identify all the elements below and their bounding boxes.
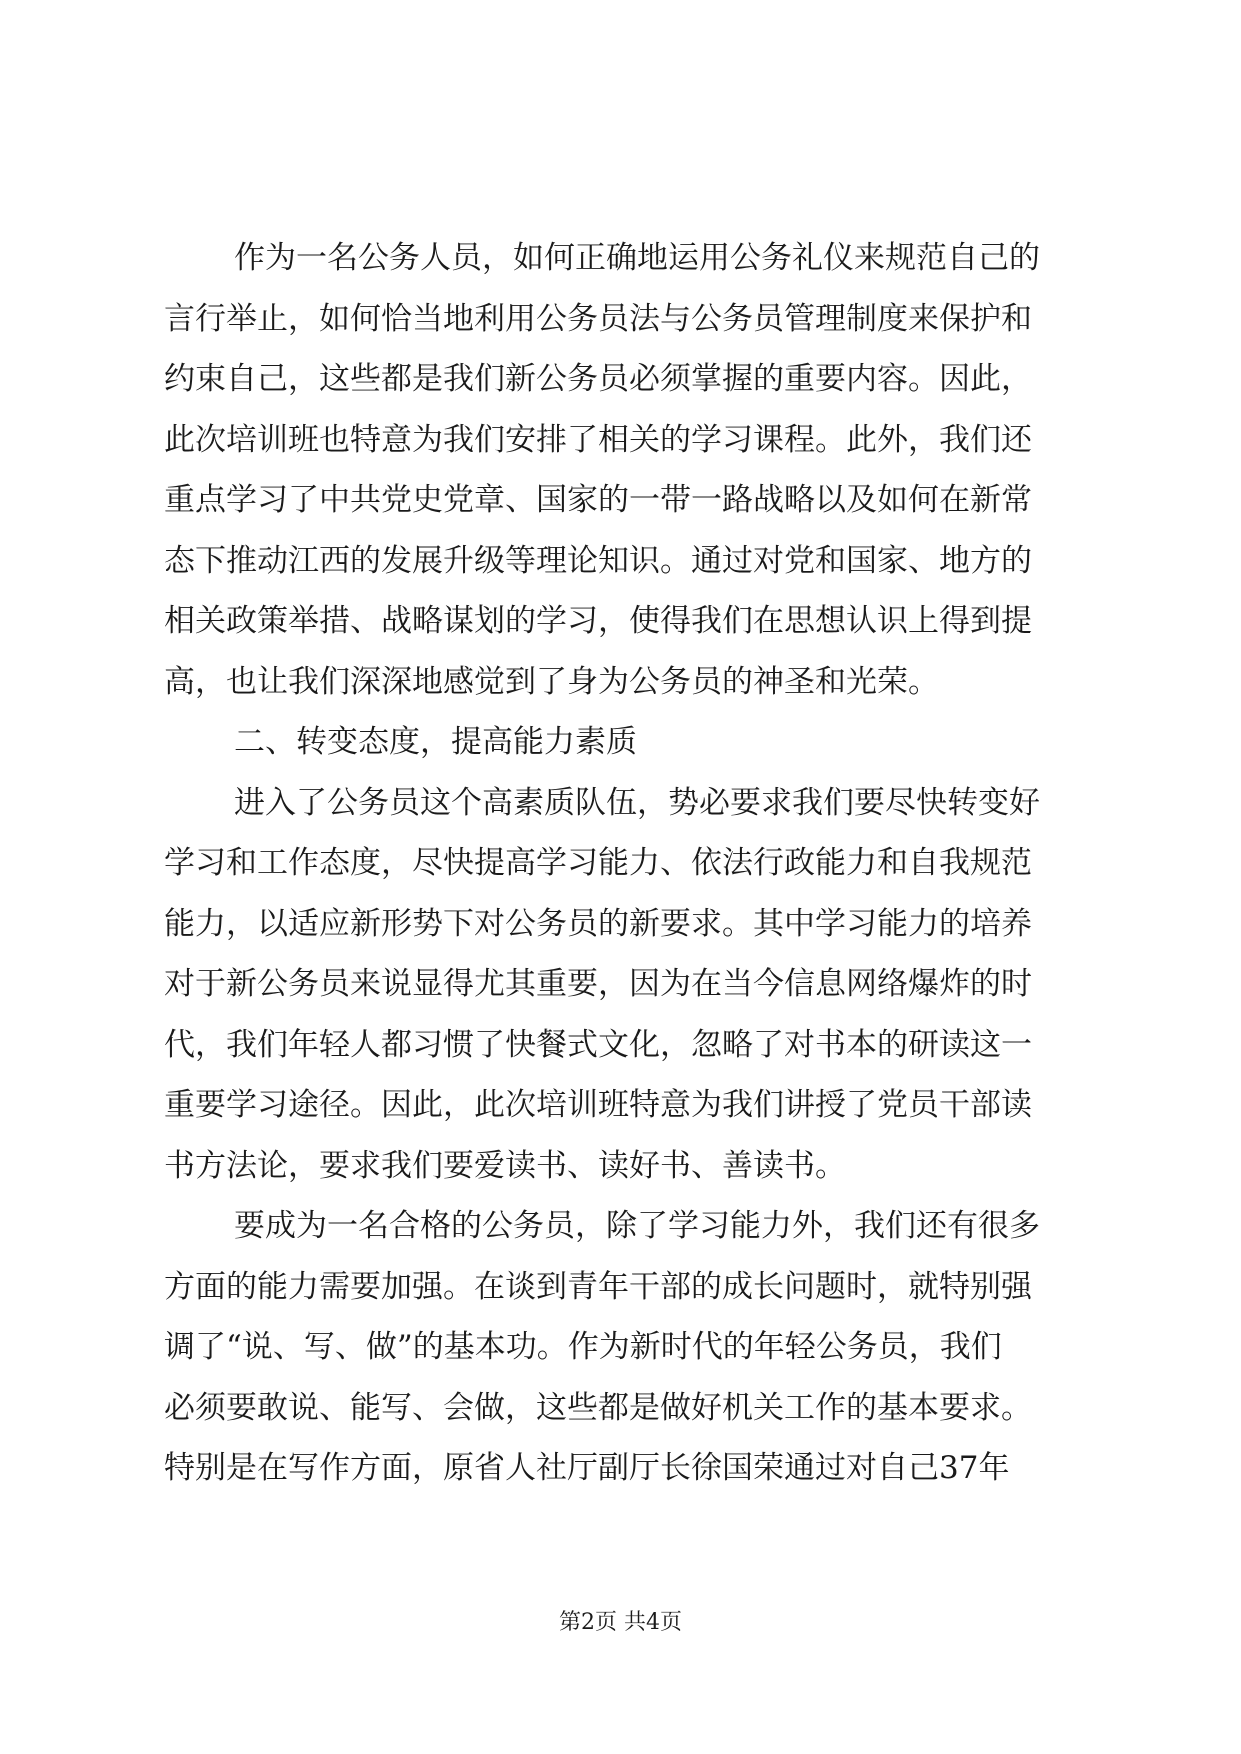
text-line: 学习和工作态度，尽快提高学习能力、依法行政能力和自我规范 bbox=[164, 845, 1032, 881]
text-line: 态下推动江西的发展升级等理论知识。通过对党和国家、地方的 bbox=[164, 542, 1032, 579]
document-body bbox=[164, 228, 1076, 1499]
text-line: 进入了公务员这个高素质队伍，势必要求我们要尽快转变好 bbox=[234, 784, 1040, 821]
text-line: 书方法论，要求我们要爱读书、读好书、善读书。 bbox=[164, 1147, 846, 1184]
text-line: 作为一名公务人员，如何正确地运用公务礼仪来规范自己的 bbox=[234, 240, 1040, 276]
text-line: 特别是在写作方面，原省人社厅副厅长徐国荣通过对自己37年 bbox=[164, 1450, 1010, 1486]
page-footer bbox=[0, 1608, 1241, 1638]
text-line: 代，我们年轻人都习惯了快餐式文化，忽略了对书本的研读这一 bbox=[164, 1026, 1032, 1063]
text-line: 此次培训班也特意为我们安排了相关的学习课程。此外，我们还 bbox=[164, 421, 1032, 458]
section-heading: 二、转变态度，提高能力素质 bbox=[234, 724, 637, 760]
text-line: 高，也让我们深深地感觉到了身为公务员的神圣和光荣。 bbox=[164, 663, 939, 700]
text-line: 调了“说、写、做”的基本功。作为新时代的年轻公务员，我们 bbox=[164, 1329, 1002, 1365]
page-number: 第2页 共4页 bbox=[559, 1610, 682, 1635]
text-line: 对于新公务员来说显得尤其重要，因为在当今信息网络爆炸的时 bbox=[164, 966, 1032, 1002]
text-line: 言行举止，如何恰当地利用公务员法与公务员管理制度来保护和 bbox=[164, 300, 1032, 337]
text-line: 要成为一名合格的公务员，除了学习能力外，我们还有很多 bbox=[234, 1208, 1040, 1244]
text-line: 约束自己，这些都是我们新公务员必须掌握的重要内容。因此， bbox=[164, 361, 1032, 397]
text-line: 能力，以适应新形势下对公务员的新要求。其中学习能力的培养 bbox=[164, 905, 1032, 942]
text-line: 必须要敢说、能写、会做，这些都是做好机关工作的基本要求。 bbox=[164, 1389, 1032, 1426]
text-line: 方面的能力需要加强。在谈到青年干部的成长问题时，就特别强 bbox=[164, 1268, 1032, 1305]
text-line: 重点学习了中共党史党章、国家的一带一路战略以及如何在新常 bbox=[164, 482, 1032, 518]
text-line: 相关政策举措、战略谋划的学习，使得我们在思想认识上得到提 bbox=[164, 603, 1032, 639]
text-line: 重要学习途径。因此，此次培训班特意为我们讲授了党员干部读 bbox=[164, 1087, 1032, 1123]
